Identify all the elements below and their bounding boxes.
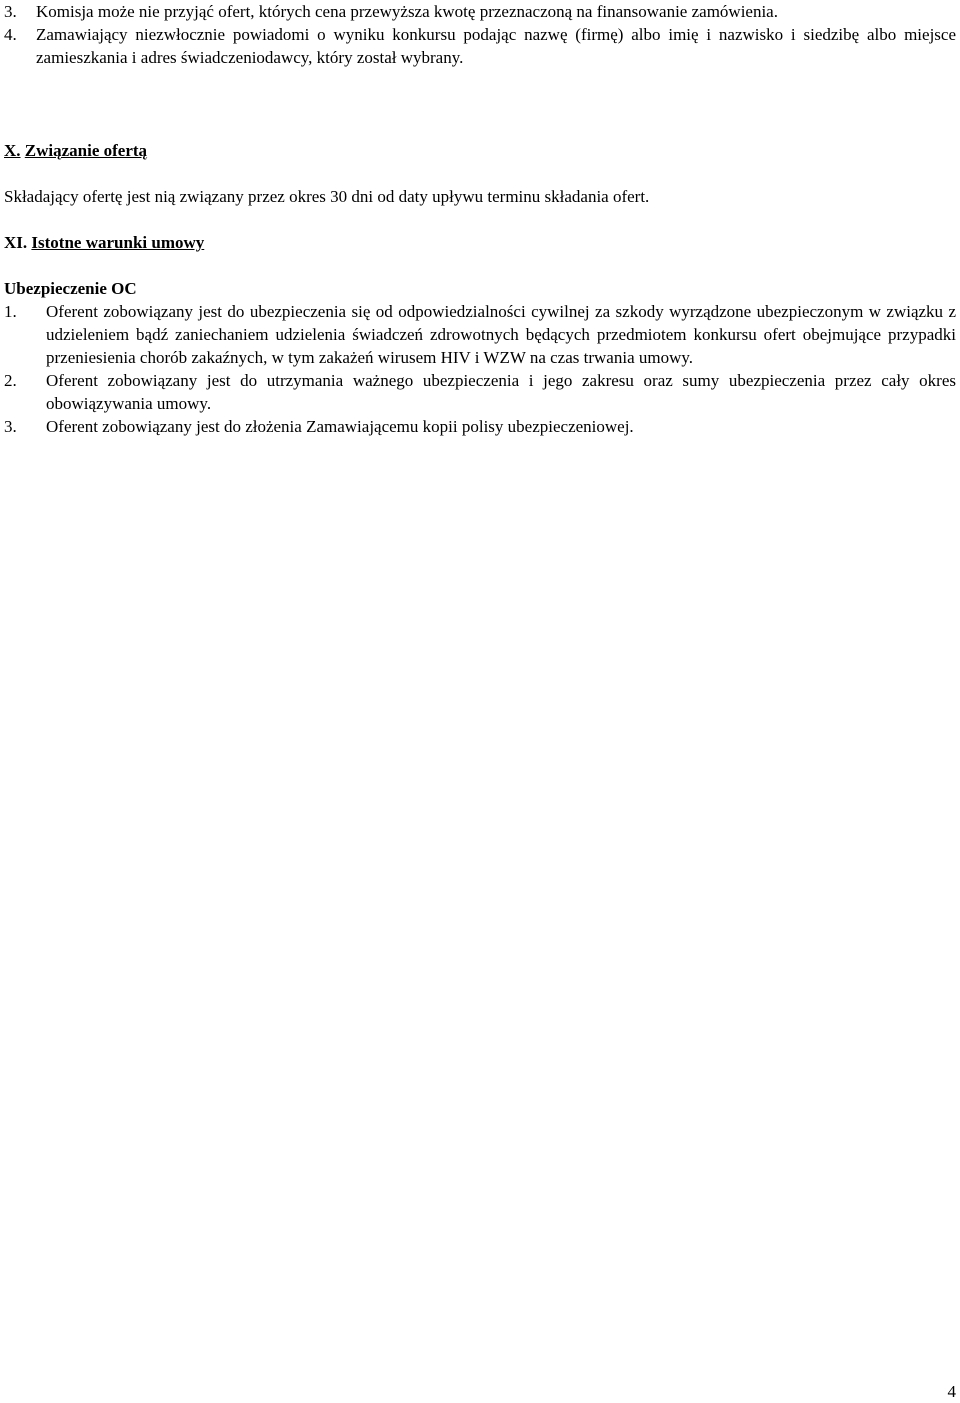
list-item-text: Oferent zobowiązany jest do złożenia Zamawiającemu kopii polisy ubezpieczeniowej. — [46, 417, 634, 436]
list-item-number: 3. — [4, 417, 17, 436]
top-numbered-list — [0, 0, 960, 69]
section-xi-title: Istotne warunki umowy — [31, 233, 205, 252]
list-item-number: 4. — [4, 25, 17, 44]
section-xi-heading — [4, 231, 204, 254]
list-item — [0, 0, 960, 23]
section-x-number: X. — [4, 141, 21, 160]
list-item — [0, 415, 960, 438]
section-x-title: Związanie ofertą — [24, 141, 148, 160]
page-number: 4 — [947, 1382, 956, 1401]
list-item-number: 1. — [4, 302, 17, 321]
list-item — [0, 23, 960, 69]
list-item — [0, 369, 960, 415]
list-item-text: Komisja może nie przyjąć ofert, których cena przewyższa kwotę przeznaczoną na finansowanie zamówienia. — [36, 2, 778, 21]
list-item-number: 3. — [4, 2, 17, 21]
list-item — [0, 300, 960, 369]
list-item-text: Oferent zobowiązany jest do ubezpieczenia się od odpowiedzialności cywilnej za szkody wyrządzone ubezpieczonym w związku z udzieleniem bądź zaniechaniem udzielenia świadczeń zdrowotnych będących przedmiotem konkursu ofert obejmujące przypadki przeniesienia chorób zakaźnych, w tym zakażeń wirusem HIV i WZW na czas trwania umowy. — [46, 302, 956, 367]
insurance-numbered-list — [0, 300, 960, 438]
list-item-text: Oferent zobowiązany jest do utrzymania ważnego ubezpieczenia i jego zakresu oraz sumy ubezpieczenia przez cały okres obowiązywania umowy. — [46, 371, 956, 413]
section-xi-number: XI. — [4, 233, 28, 252]
section-x-heading — [4, 139, 147, 162]
section-x-body: Składający ofertę jest nią związany przez okres 30 dni od daty upływu terminu składania ofert. — [4, 187, 650, 206]
list-item-text: Zamawiający niezwłocznie powiadomi o wyniku konkursu podając nazwę (firmę) albo imię i nazwisko i siedzibę albo miejsce zamieszkania i adres świadczeniodawcy, który został wybrany. — [36, 25, 956, 67]
list-item-number: 2. — [4, 371, 17, 390]
section-xi-subheading: Ubezpieczenie OC — [4, 279, 137, 298]
